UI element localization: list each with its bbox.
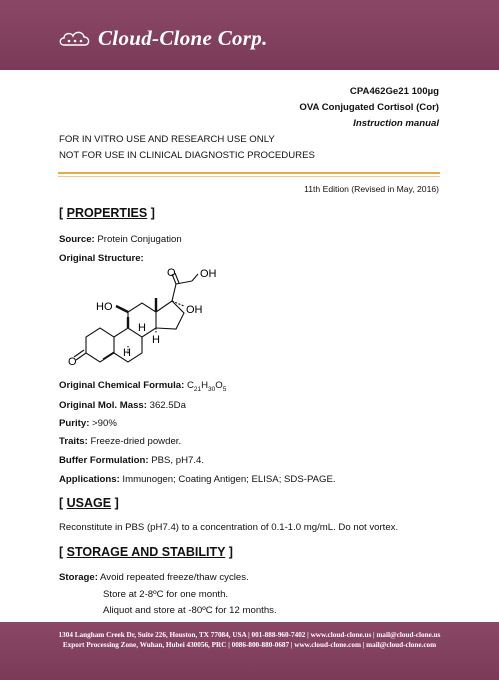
atom-h-lower-right: H [152,334,160,346]
applications-line: Applications: Immunogen; Coating Antigen; ELISA; SDS-PAGE. [59,474,336,485]
atom-oh-right: OH [186,304,203,316]
atom-o-ketone: O [68,356,77,368]
product-name: OVA Conjugated Cortisol (Cor) [299,102,439,113]
atom-o-top: O [167,268,176,279]
atom-ho-left: HO [96,301,113,313]
properties-heading: [ PROPERTIES ] [59,206,155,220]
edition-note: 11th Edition (Revised in May, 2016) [304,184,439,194]
mass-line: Original Mol. Mass: 362.5Da [59,400,186,411]
catalog-number: CPA462Ge21 100µg [349,86,439,97]
storage-line-2: Store at 2-8ºC for one month. [103,589,229,600]
storage-line-3: Aliquot and store at -80ºC for 12 months. [103,605,277,616]
cortisol-structure-diagram [68,268,248,380]
traits-line: Traits: Freeze-dried powder. [59,436,182,447]
atom-oh-top: OH [200,268,217,280]
formula-line: Original Chemical Formula: $C_{21}H_{30}O_5$ [59,380,227,393]
source-line: Source: Protein Conjugation [59,234,182,245]
clinical-use-notice: NOT FOR USE IN CLINICAL DIAGNOSTIC PROCEDURES [59,150,315,161]
divider-rule-thin [58,176,440,177]
usage-heading: [ USAGE ] [59,496,119,510]
storage-line: Storage: Avoid repeated freeze/thaw cycles. [59,572,249,583]
usage-text: Reconstitute in PBS (pH7.4) to a concentration of 0.1-1.0 mg/mL. Do not vortex. [59,522,399,533]
header-bar [0,0,499,70]
buffer-line: Buffer Formulation: PBS, pH7.4. [59,455,205,466]
cloud-clone-logo-icon [58,28,92,50]
brand-logo [58,26,268,51]
purity-line: Purity: >90% [59,418,117,429]
storage-heading: [ STORAGE AND STABILITY ] [59,545,233,559]
footer-address-prc: Export Processing Zone, Wuhan, Hubei 430056, PRC | 0086-800-880-0687 | www.cloud-clone.com | mail@cloud-clone.com [62,641,437,649]
atom-h-lower-left: H [123,347,131,359]
footer-address-us: 1304 Langham Creek Dr, Suite 226, Houston, TX 77084, USA | 001-888-960-7402 | www.cloud-clone.us | mail@cloud-clone.us [58,631,441,639]
footer-bar [0,622,499,680]
atom-h-center: H [138,322,146,334]
brand-name: Cloud-Clone Corp. [98,26,268,50]
research-use-notice: FOR IN VITRO USE AND RESEARCH USE ONLY [59,134,275,145]
document-type: Instruction manual [353,118,439,129]
structure-label: Original Structure: [59,253,144,264]
divider-rule [58,172,440,174]
